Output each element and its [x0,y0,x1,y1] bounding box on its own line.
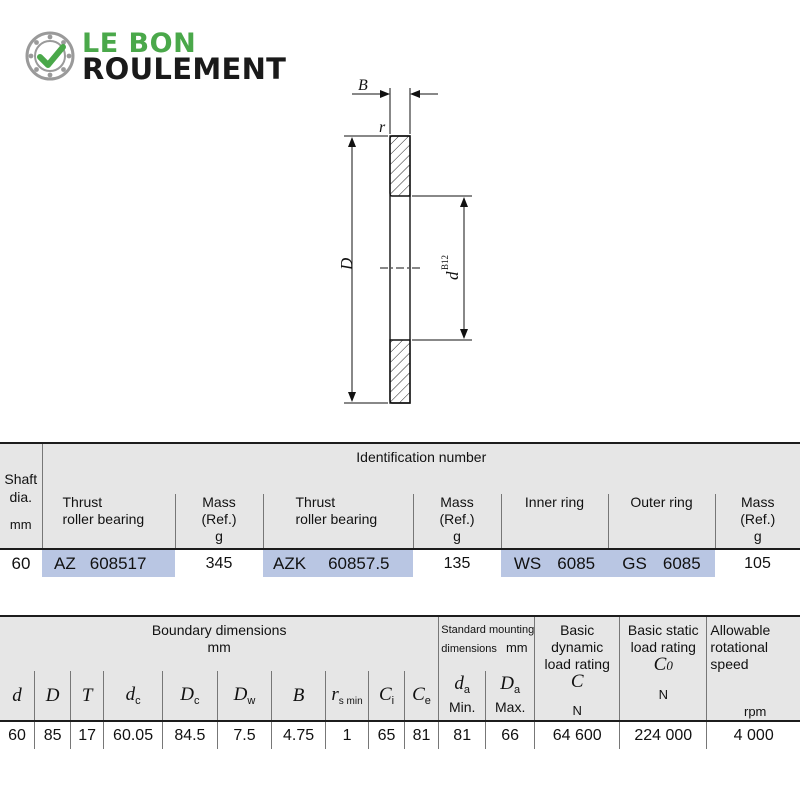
thrust-bearing-header: Thrust roller bearing [42,494,175,549]
mass-header-1: Mass (Ref.) g [175,494,263,549]
brand-line1: LE BON [82,28,197,59]
value-D: 85 [34,721,70,749]
upper-section [390,136,410,196]
label-d: d [443,271,462,280]
dimensions-table [0,617,800,749]
value-T: 17 [71,721,104,749]
mass-value-3: 105 [744,554,771,572]
shaft-dia-header: Shaft dia. mm [4,471,38,532]
symbol-rs-min: $r_{s min}$ [325,671,369,721]
value-dynamic-load: 64 600 [535,721,620,749]
mass-value-2: 135 [443,554,471,572]
symbol-da-min: $d_a$ Min. [439,671,486,721]
gs-part-number: GS 6085 [608,549,715,577]
ws-part-number: WS 6085 [501,549,608,577]
value-speed: 4 000 [707,721,800,749]
mass-header-2: Mass (Ref.) g [413,494,501,549]
symbol-T: T [71,671,104,721]
symbol-D: D [34,671,70,721]
symbol-dc: $d_c$ [103,671,162,721]
mass-header-3: Mass (Ref.) g [715,494,800,549]
azk-part-number: AZK 60857.5 [263,549,413,577]
value-d: 60 [8,726,26,744]
brand-line2: ROULEMENT [82,52,287,86]
value-static-load: 224 000 [620,721,707,749]
value-Dw: 7.5 [217,721,272,749]
label-d-tolerance: B12 [440,254,450,270]
label-r: r [379,119,386,136]
shaft-dia-value: 60 [11,553,31,573]
symbol-d: d [12,684,22,706]
static-load-header: Basic static load rating C0 N [620,617,707,721]
value-da: 81 [439,721,486,749]
value-dc: 60.05 [103,721,162,749]
symbol-Dw: $D_w$ [217,671,272,721]
symbol-Da-max: $D_a$ Max. [486,671,535,721]
symbol-B: B [272,671,325,721]
identification-table [0,444,800,577]
az-part-number: AZ 608517 [42,549,175,577]
lower-section [390,340,410,403]
mounting-dimensions-header: Standard mounting dimensions mm [439,617,535,671]
outer-ring-header: Outer ring [608,494,715,549]
boundary-dimensions-header: Boundary dimensions mm [151,622,287,655]
identification-number-header: Identification number [42,444,800,494]
symbol-Ci: $C_i$ [369,671,404,721]
value-Ci: 65 [369,721,404,749]
symbol-Ce: $C_e$ [404,671,439,721]
symbol-Dc: $D_c$ [163,671,217,721]
value-rs-min: 1 [325,721,369,749]
value-B: 4.75 [272,721,325,749]
value-Da: 66 [486,721,535,749]
dynamic-load-header: Basic dynamic load rating C N [535,617,620,721]
value-Ce: 81 [404,721,439,749]
speed-header: Allowable rotational speed rpm [707,617,800,721]
value-Dc: 84.5 [163,721,217,749]
inner-ring-header: Inner ring [501,494,608,549]
thrust-bearing-header-2: Thrust roller bearing [263,494,413,549]
mass-value-1: 345 [205,554,233,572]
label-B: B [358,77,368,94]
label-D: D [337,257,356,270]
